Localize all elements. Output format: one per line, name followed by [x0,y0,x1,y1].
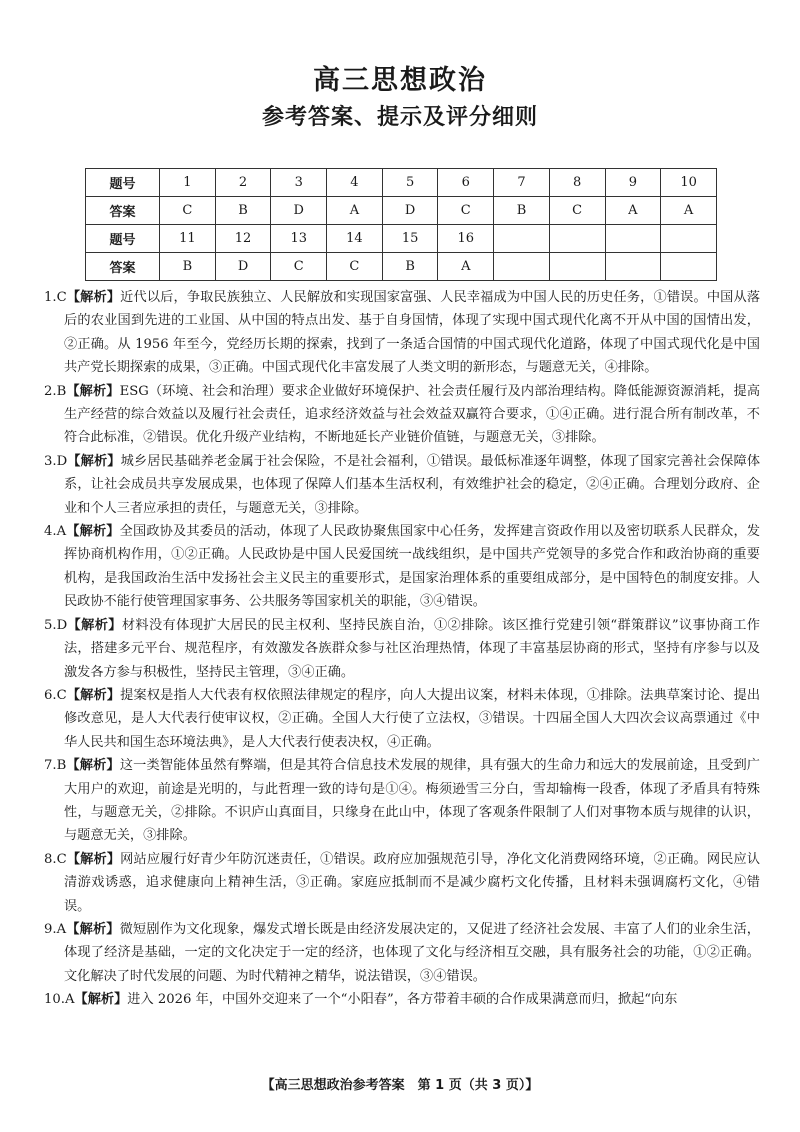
explanation-text: 网站应履行好青少年防沉迷责任，①错误。政府应加强规范引导，净化文化消费网络环境，②正确。网民应认清游戏诱惑，追求健康向上精神生活，③正确。家庭应抵制而不是减少腐朽文化传播，且材料未强调腐朽文化，④错误。 [64,851,761,914]
answer-table-cell: 5 [382,169,438,197]
answer-table-cell [605,225,661,253]
answer-table-cell: 13 [271,225,327,253]
answer-letter: B [56,383,67,399]
answer-table-cell: 3 [271,169,327,197]
answer-letter: C [56,290,67,305]
explanation-text: 进入 2026 年，中国外交迎来了一个“小阳春”，各方带着丰硕的合作成果满意而归，掀起“向东 [127,992,678,1008]
answer-table-cell [661,225,717,253]
answer-table-cell: 1 [160,169,216,197]
answer-table-cell [661,253,717,281]
answer-table-cell: B [215,197,271,225]
analysis-tag: 【解析】 [74,992,128,1008]
question-number: 5. [44,617,57,633]
answer-table-cell: D [271,197,327,225]
answer-letter: D [56,453,68,469]
answer-letter: C [56,687,67,703]
explanation-item [44,286,760,380]
page-footer: 【高三思想政治参考答案 第 1 页（共 3 页）】 [261,1078,539,1093]
explanation-text: 城乡居民基础养老金属于社会保险，不是社会福利，①错误。最低标准逐年调整，体现了国家完善社会保障体系，让社会成员共享发展成果，也体现了保障人们基本生活权利，有效维护社会的稳定，②④正确。合理划分政府、企业和个人三者应承担的责任，与题意无关，③排除。 [64,453,761,516]
answer-table-row [86,253,717,281]
answer-table-cell: 10 [661,169,717,197]
analysis-tag: 【解析】 [66,851,121,867]
answer-table-cell: D [215,253,271,281]
answer-table-cell: A [327,197,383,225]
question-number: 8. [44,851,57,867]
answer-table-cell: 11 [160,225,216,253]
answer-table-cell: 6 [438,169,494,197]
analysis-tag: 【解析】 [66,383,120,399]
answer-table-cell: 15 [382,225,438,253]
analysis-tag: 【解析】 [66,758,120,774]
explanation-item [44,848,760,918]
answer-letter: B [56,758,67,774]
answer-table [85,168,717,281]
analysis-tag: 【解析】 [66,524,120,540]
analysis-tag: 【解析】 [66,687,121,703]
explanation-text: 全国政协及其委员的活动，体现了人民政协聚焦国家中心任务，发挥建言资政作用以及密切联系人民群众，发挥协商机构作用，①②正确。人民政协是中国人民爱国统一战线组织，是中国共产党领导的多党合作和政治协商的重要机构，是我国政治生活中发扬社会主义民主的重要形式，是国家治理体系的重要组成部分，是中国特色的制度安排。人民政协不能行使管理国家事务、公共服务等国家机关的职能，③④错误。 [64,524,760,610]
answer-letter: A [56,524,67,540]
explanation-item [44,614,760,684]
answer-table-cell: C [327,253,383,281]
explanation-item [44,380,760,450]
question-number: 3. [44,453,57,469]
analysis-tag: 【解析】 [66,290,121,305]
answer-letter: C [56,851,67,867]
document-title: 高三思想政治 [313,65,487,96]
answer-table-cell: C [271,253,327,281]
answer-table-cell [494,225,550,253]
answer-table-cell: 14 [327,225,383,253]
question-number: 1. [44,290,57,305]
answer-table-cell: A [661,197,717,225]
explanation-text: 材料没有体现扩大居民的民主权利、坚持民族自治，①②排除。该区推行党建引领“群策群议”议事协商工作法，搭建多元平台、规范程序，有效激发各族群众参与社区治理热情，体现了丰富基层协商的形式，坚持有序参与以及激发各方参与积极性，坚持民主管理，③④正确。 [64,617,760,680]
answer-table-cell: 12 [215,225,271,253]
analysis-tag: 【解析】 [66,921,120,937]
answer-letter: A [56,921,67,937]
answer-table-cell: 7 [494,169,550,197]
explanation-item [44,684,760,754]
question-number: 6. [44,687,57,703]
row-header: 答案 [86,253,160,281]
analysis-tag: 【解析】 [67,617,122,633]
question-number: 10. [44,992,65,1008]
answer-table-cell: B [494,197,550,225]
answer-table-cell: C [438,197,494,225]
explanation-text: 近代以后，争取民族独立、人民解放和实现国家富强、人民幸福成为中国人民的历史任务，①错误。中国从落后的农业国到先进的工业国、从中国的特点出发、基于自身国情，体现了实现中国式现代化离不开从中国的国情出发，②正确。从 1956 年至今，党经历长期的探索，找到了一条适合国情的中国式现代化道路，体现了中国式现代化是中国共产党长期探索的成果，③正确。中国式现代化丰富发展了人类文明的新形态，与题意无关，④排除。 [64,290,761,376]
answer-table-cell: 8 [549,169,605,197]
explanation-list [44,286,760,1012]
question-number: 4. [44,524,57,540]
answer-letter: A [64,992,75,1008]
answer-table-cell: D [382,197,438,225]
answer-table-row [86,197,717,225]
answer-table-cell: 16 [438,225,494,253]
answer-table-row [86,225,717,253]
answer-table-cell [549,253,605,281]
explanation-item [44,918,760,988]
document-subtitle: 参考答案、提示及评分细则 [261,104,538,130]
answer-table-cell [549,225,605,253]
explanation-text: 微短剧作为文化现象，爆发式增长既是由经济发展决定的，又促进了经济社会发展、丰富了人们的业余生活，体现了经济是基础，一定的文化决定于一定的经济，也体现了文化与经济相互交融，具有服务社会的功能，①②正确。文化解决了时代发展的问题、为时代精神之精华，说法错误，③④错误。 [64,921,760,984]
answer-letter: D [56,617,68,633]
answer-table-cell: A [438,253,494,281]
answer-table-cell [494,253,550,281]
answer-table-cell: A [605,197,661,225]
explanation-item [44,520,760,614]
explanation-text: 提案权是指人大代表有权依照法律规定的程序，向人大提出议案，材料未体现，①排除。法典草案讨论、提出修改意见，是人大代表行使审议权，②正确。全国人大行使了立法权，③错误。十四届全国人大四次会议高票通过《中华人民共和国生态环境法典》，是人大代表行使表决权，④正确。 [64,687,761,750]
explanation-item [44,450,760,520]
row-header: 答案 [86,197,160,225]
question-number: 2. [44,383,57,399]
answer-table-cell: B [382,253,438,281]
answer-table-cell: 9 [605,169,661,197]
explanation-text: 这一类智能体虽然有弊端，但是其符合信息技术发展的规律，具有强大的生命力和远大的发展前途，且受到广大用户的欢迎，前途是光明的，与此哲理一致的诗句是①④。梅须逊雪三分白，雪却输梅一段香，体现了矛盾具有特殊性，与题意无关，②排除。不识庐山真面目，只缘身在此山中，体现了客观条件限制了人们对事物本质与规律的认识，与题意无关，③排除。 [64,758,760,844]
answer-table-cell: 2 [215,169,271,197]
answer-table-cell: C [160,197,216,225]
answer-table-cell [605,253,661,281]
question-number: 9. [44,921,57,937]
explanation-text: ESG（环境、社会和治理）要求企业做好环境保护、社会责任履行及内部治理结构。降低能源资源消耗，提高生产经营的综合效益以及履行社会责任，追求经济效益与社会效益双赢符合要求，①④正确。进行混合所有制改革，不符合此标准，②错误。优化升级产业结构，不断地延长产业链价值链，与题意无关，③排除。 [64,383,761,446]
analysis-tag: 【解析】 [67,453,121,469]
explanation-item [44,988,760,1011]
answer-table-row [86,169,717,197]
explanation-item [44,754,760,848]
row-header: 题号 [86,225,160,253]
question-number: 7. [44,758,57,774]
answer-table-cell: C [549,197,605,225]
answer-table-cell: B [160,253,216,281]
answer-table-cell: 4 [327,169,383,197]
row-header: 题号 [86,169,160,197]
